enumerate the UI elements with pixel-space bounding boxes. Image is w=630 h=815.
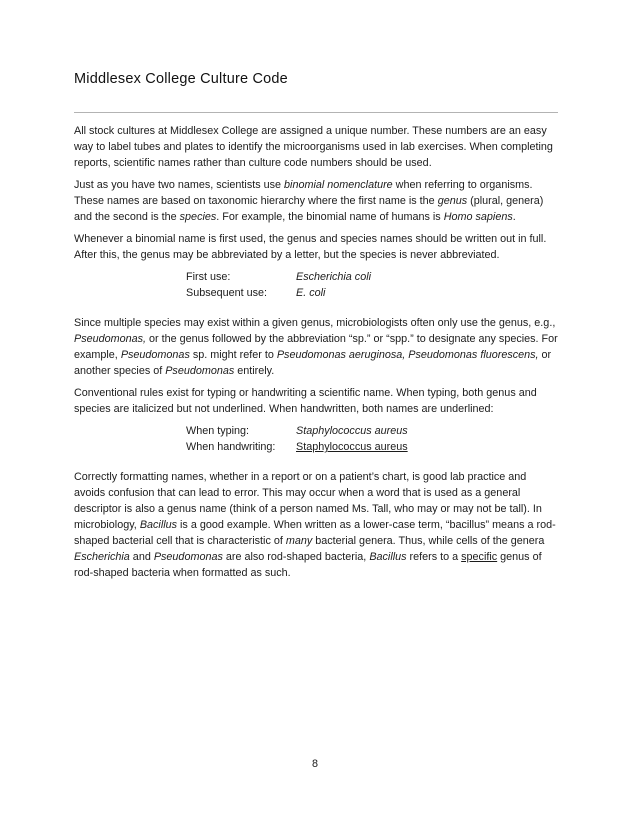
text-segment: genus of rod-shaped bacteria when formatted as such. <box>74 551 542 579</box>
text-segment: Since multiple species may exist within a given genus, microbiologists often only use the genus, e.g., <box>74 317 556 329</box>
text-segment: genus <box>437 195 468 207</box>
text-segment: and <box>129 551 154 563</box>
text-segment: Pseudomonas <box>165 365 235 377</box>
example-value: E. coli <box>296 287 326 299</box>
text-segment: or another species of <box>74 349 552 377</box>
example-label: When typing: <box>186 425 250 437</box>
text-segment: bacterial genera. Thus, while cells of the genera <box>312 535 545 547</box>
paragraph <box>74 123 558 171</box>
example-block <box>186 269 558 301</box>
text-segment: are also rod-shaped bacteria, <box>222 551 370 563</box>
text-segment: Bacillus <box>369 551 407 563</box>
paragraph <box>74 231 558 263</box>
page-number: 8 <box>311 758 318 770</box>
document-body <box>74 123 558 581</box>
text-segment: Escherichia <box>74 551 130 563</box>
text-segment: Pseudomonas <box>120 349 190 361</box>
text-segment: sp. might refer to <box>189 349 277 361</box>
text-segment: Pseudomonas aeruginosa, Pseudomonas fluorescens, <box>276 349 539 361</box>
example-label: When handwriting: <box>186 441 276 453</box>
text-segment: All stock cultures at Middlesex College are assigned a unique number. These numbers are an easy way to label tubes and plates to identify the microorganisms used in lab exercises. When completing reports, scientific names rather than culture code numbers should be used. <box>74 125 553 169</box>
text-segment: refers to a <box>406 551 462 563</box>
title-divider <box>74 112 558 113</box>
example-row <box>186 423 558 439</box>
text-segment: Correctly formatting names, whether in a report or on a patient’s chart, is good lab practice and avoids confusion that can lead to error. This may occur when a word that is used as a general descriptor is also a genus name (think of a person named Ms. Tall, who may or may not be tall). In microbiology, <box>74 471 542 531</box>
example-value: Staphylococcus aureus <box>296 441 408 453</box>
example-value: Escherichia coli <box>296 271 372 283</box>
paragraph <box>74 177 558 225</box>
text-segment: Conventional rules exist for typing or handwriting a scientific name. When typing, both genus and species are italicized but not underlined. When handwritten, both names are underlined: <box>74 387 537 415</box>
text-segment: Bacillus <box>139 519 178 531</box>
text-segment: Just as you have two names, scientists use <box>74 179 285 191</box>
text-segment: . <box>512 211 516 223</box>
text-segment: (plural, genera) and the second is the <box>74 195 544 223</box>
page-title: Middlesex College Culture Code <box>74 71 288 87</box>
example-row <box>186 439 558 455</box>
text-segment: Homo sapiens <box>443 211 513 223</box>
text-segment: specific <box>461 551 498 563</box>
text-segment: Pseudomonas <box>153 551 223 563</box>
example-value: Staphylococcus aureus <box>296 425 408 437</box>
example-row <box>186 269 558 285</box>
text-segment: is a good example. When written as a lower-case term, “bacillus” means a rod-shaped bacterial cell that is characteristic of <box>74 519 556 547</box>
paragraph <box>74 315 558 379</box>
example-label: First use: <box>186 271 231 283</box>
paragraph <box>74 469 558 581</box>
text-segment: Pseudomonas, <box>74 333 147 345</box>
text-segment: entirely. <box>234 365 275 377</box>
text-segment: when referring to organisms. These names are based on taxonomic hierarchy where the first name is the <box>74 179 533 207</box>
text-segment: many <box>285 535 313 547</box>
example-row <box>186 285 558 301</box>
text-segment: . For example, the binomial name of humans is <box>216 211 444 223</box>
example-block <box>186 423 558 455</box>
document-content <box>74 70 558 587</box>
example-label: Subsequent use: <box>186 287 268 299</box>
text-segment: species <box>179 211 217 223</box>
paragraph <box>74 385 558 417</box>
text-segment: Whenever a binomial name is first used, the genus and species names should be written out in full. After this, the genus may be abbreviated by a letter, but the species is never abbreviated. <box>74 233 547 261</box>
text-segment: binomial nomenclature <box>284 179 393 191</box>
text-segment: or the genus followed by the abbreviation “sp.” or “spp.” to designate any species. For example, <box>74 333 558 361</box>
